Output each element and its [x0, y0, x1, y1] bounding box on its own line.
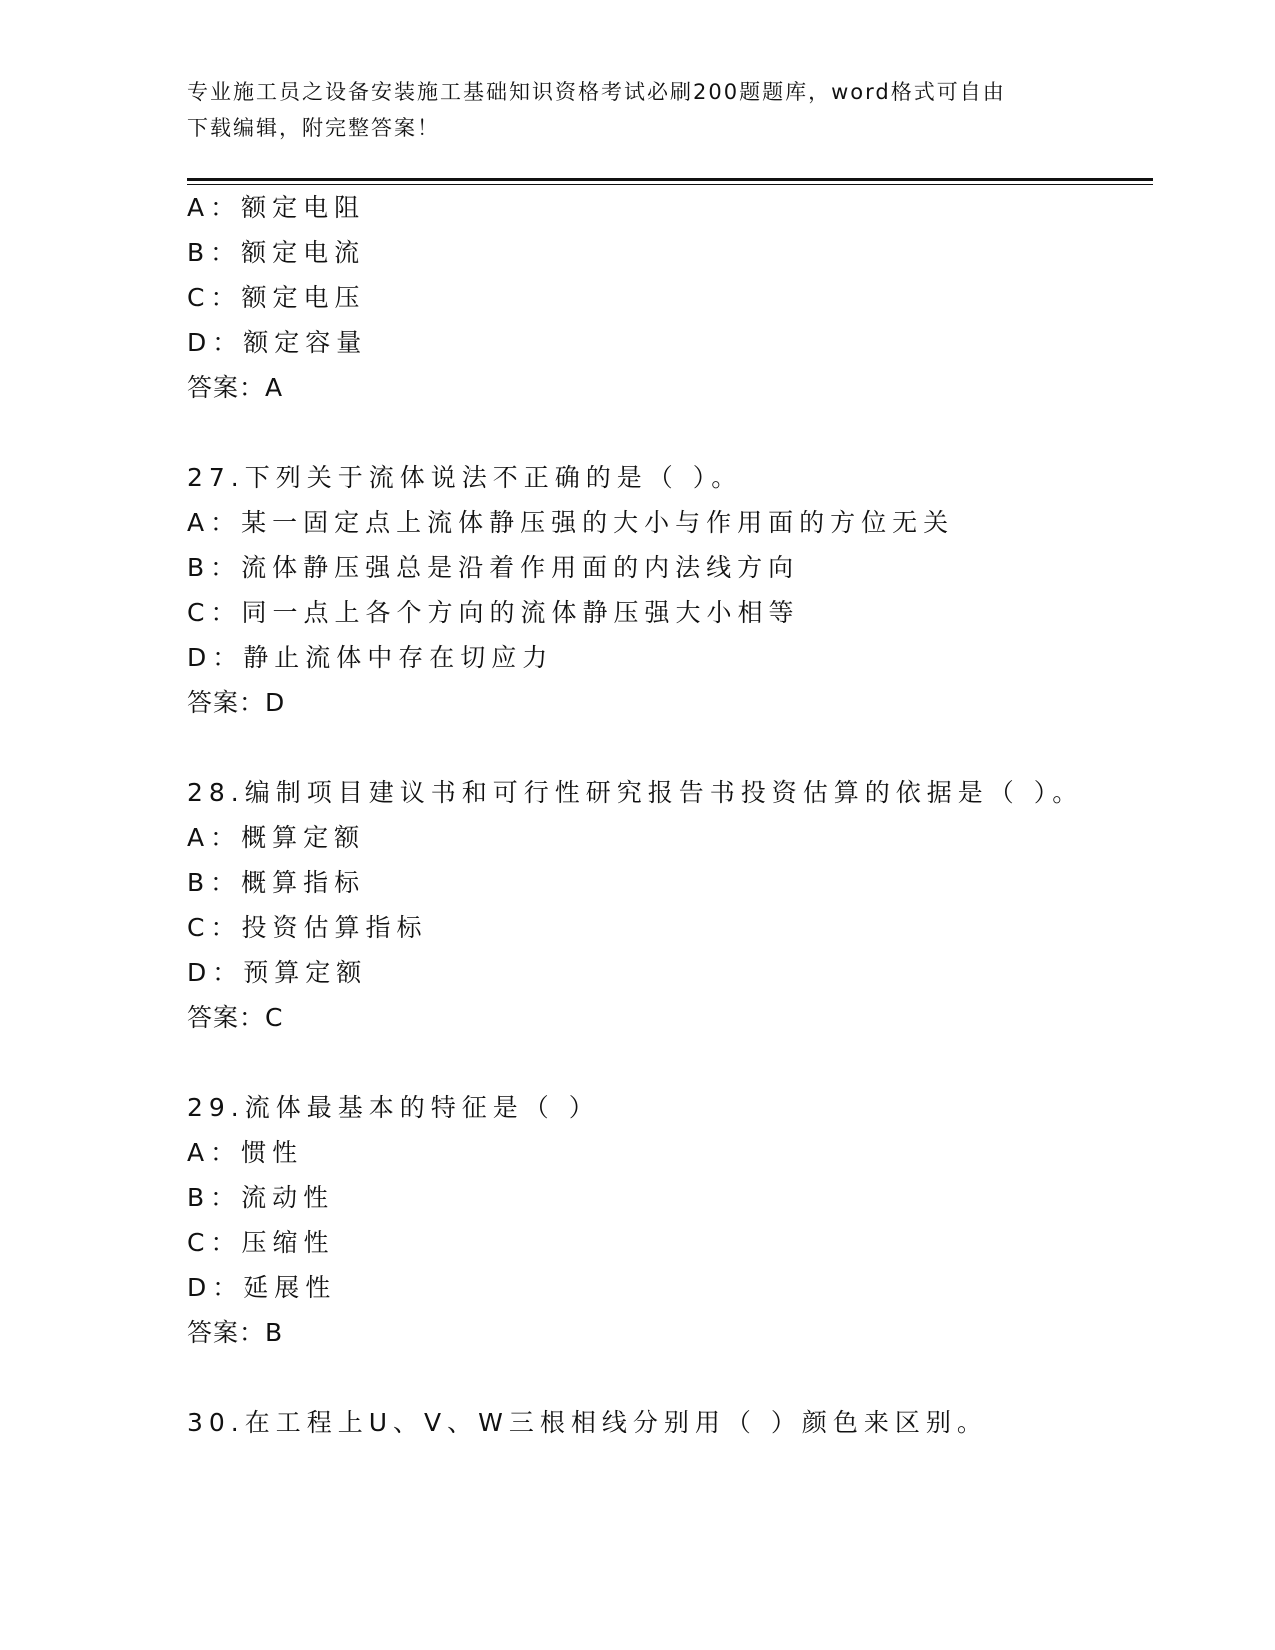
q26-option-d: D：额定容量: [187, 328, 368, 357]
q27-answer: 答案：D: [187, 688, 286, 717]
q26-option-c: C：额定电压: [187, 283, 366, 312]
q28-option-b: B：概算指标: [187, 868, 366, 897]
q30-question: 30.在工程上U、V、W三根相线分别用（ ）颜色来区别。: [187, 1408, 988, 1437]
q26-option-a: A：额定电阻: [187, 193, 366, 222]
document-header: [187, 74, 1087, 146]
q27-option-c: C：同一点上各个方向的流体静压强大小相等: [187, 598, 800, 627]
header-divider: [187, 178, 1153, 181]
q27-option-a: A：某一固定点上流体静压强的大小与作用面的方位无关: [187, 508, 955, 537]
q26-option-b: B：额定电流: [187, 238, 366, 267]
q29-option-a: A：惯性: [187, 1138, 304, 1167]
q28-option-a: A：概算定额: [187, 823, 366, 852]
q28-option-c: C：投资估算指标: [187, 913, 428, 942]
header-line-2: 下载编辑，附完整答案！: [187, 116, 440, 140]
q29-question: 29.流体最基本的特征是（ ）: [187, 1093, 600, 1122]
q29-option-d: D：延展性: [187, 1273, 337, 1302]
q27-option-b: B：流体静压强总是沿着作用面的内法线方向: [187, 553, 800, 582]
q28-option-d: D：预算定额: [187, 958, 368, 987]
q29-option-c: C：压缩性: [187, 1228, 335, 1257]
q28-answer: 答案：C: [187, 1003, 284, 1032]
q29-answer: 答案：B: [187, 1318, 284, 1347]
q29-option-b: B：流动性: [187, 1183, 335, 1212]
q26-answer: 答案：A: [187, 373, 284, 402]
q27-question: 27.下列关于流体说法不正确的是（ ）。: [187, 463, 743, 492]
header-line-1: 专业施工员之设备安装施工基础知识资格考试必刷200题题库，word格式可自由: [187, 80, 1006, 104]
header-divider-thin: [187, 184, 1153, 185]
q28-question: 28.编制项目建议书和可行性研究报告书投资估算的依据是（ ）。: [187, 778, 1084, 807]
q27-option-d: D：静止流体中存在切应力: [187, 643, 554, 672]
